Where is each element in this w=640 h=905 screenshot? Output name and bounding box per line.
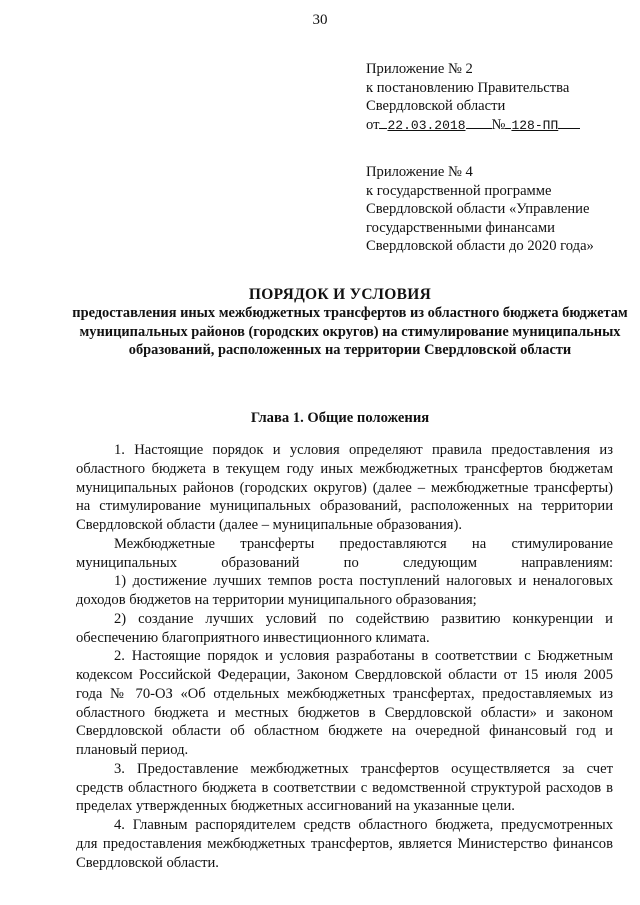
- appendix-region: Свердловской области: [366, 98, 506, 115]
- document-body: [76, 441, 613, 872]
- decree-date: 22.03.2018: [387, 117, 466, 133]
- appendix-reference: к постановлению Правительства: [366, 79, 570, 96]
- paragraph: 2. Настоящие порядок и условия разработаны в соответствии с Бюджетным кодексом Российской Федерации, Законом Свердловской области от 15 июля 2005 года № 70-ОЗ «Об отдельных межбюджетных трансфертах, предоставляемых из областного бюджета и местных бюджетов в Свердловской области» и законом Свердловской области об областном бюджете на очередной финансовый год и плановый период.: [76, 648, 613, 758]
- decree-number: 128-ПП: [511, 117, 559, 133]
- appendix-state-program: [366, 163, 626, 256]
- appendix-program-line: государственными финансами: [366, 219, 555, 236]
- paragraph: 4. Главным распорядителем средств областного бюджета, предусмотренных для предоставления межбюджетных трансфертов, является Министерство финансов Свердловской области.: [76, 817, 613, 871]
- paragraph: 1) достижение лучших темпов роста поступлений налоговых и неналоговых доходов бюджетов на территории муниципального образования;: [76, 573, 613, 608]
- paragraph: 1. Настоящие порядок и условия определяют правила предоставления из областного бюджета в текущем году иных межбюджетных трансфертов бюджетам муниципальных районов (городских округов) (далее – межбюджетные трансферты) на стимулирование муниципальных образований, расположенных на территории Свердловской области (далее – муниципальные образования).: [76, 442, 613, 533]
- document-subtitle: предоставления иных межбюджетных трансфертов из областного бюджета бюджетам муниципальных районов (городских округов) на стимулирование муниципальных образований, расположенных на территории Свердловской области: [72, 305, 628, 359]
- paragraph: 2) создание лучших условий по содействию развитию конкуренции и обеспечению благоприятного инвестиционного климата.: [76, 610, 613, 646]
- date-prefix: от: [366, 116, 380, 133]
- document-title: ПОРЯДОК И УСЛОВИЯ: [248, 286, 432, 303]
- appendix-reference: к государственной программе: [366, 182, 552, 199]
- appendix-number: Приложение № 2: [366, 61, 473, 77]
- appendix-number: Приложение № 4: [366, 164, 473, 180]
- appendix-program-line: Свердловской области до 2020 года»: [366, 238, 594, 255]
- paragraph: 3. Предоставление межбюджетных трансфертов осуществляется за счет средств областного бюджета в соответствии с ведомственной структурой расходов в пределах утвержденных бюджетных ассигнований на указанные цели.: [76, 760, 613, 815]
- appendix-government-decree: [366, 60, 626, 135]
- chapter-heading: Глава 1. Общие положения: [250, 410, 430, 426]
- appendix-program-line: Свердловской области «Управление: [366, 201, 590, 218]
- page-number: 30: [312, 12, 328, 28]
- number-prefix: №: [491, 116, 506, 133]
- paragraph: Межбюджетные трансферты предоставляются на стимулирование муниципальных образований по следующим направлениям:: [76, 535, 613, 571]
- decree-date-line: [366, 116, 626, 136]
